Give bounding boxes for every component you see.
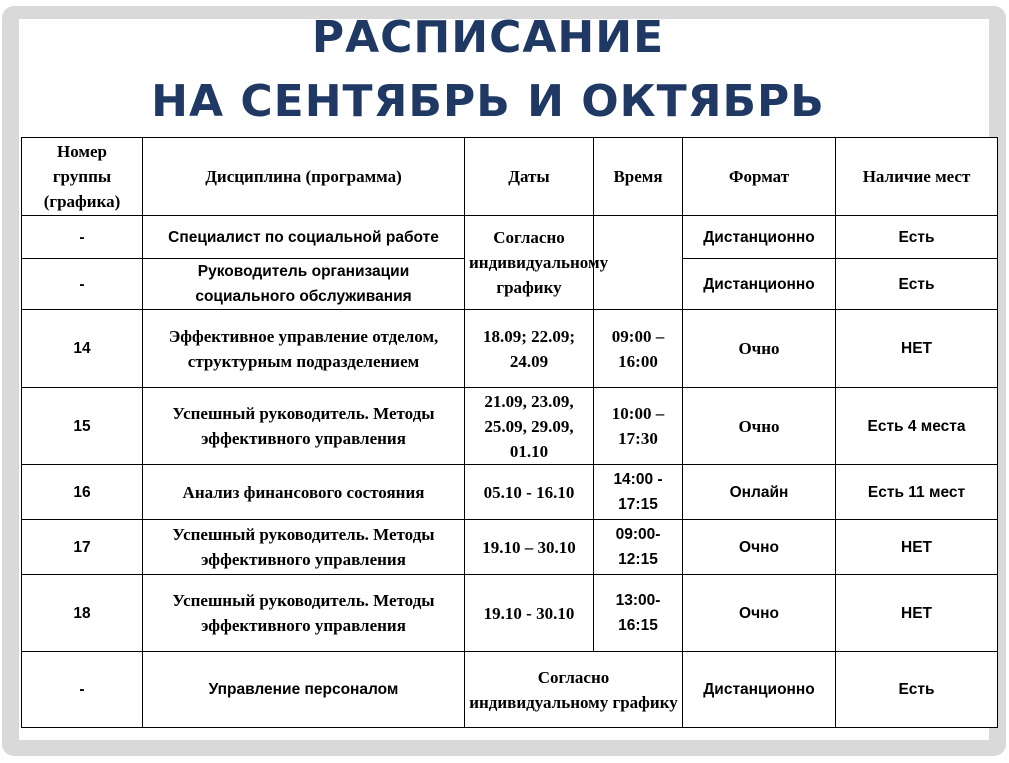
- cell-group: -: [22, 216, 143, 259]
- cell-group: 18: [22, 575, 143, 652]
- cell-time: 09:00- 12:15: [594, 520, 683, 575]
- cell-time: 10:00 – 17:30: [594, 388, 683, 465]
- table-row: [22, 575, 998, 652]
- cell-availability: НЕТ: [836, 310, 998, 388]
- cell-discipline: Руководитель организации социального обслуживания: [143, 259, 465, 310]
- cell-availability: Есть 11 мест: [836, 465, 998, 520]
- cell-format: Дистанционно: [683, 652, 836, 728]
- title-line-1: РАСПИСАНИЕ: [311, 12, 665, 63]
- cell-dates: 21.09, 23.09, 25.09, 29.09, 01.10: [465, 388, 594, 465]
- title-line-2: НА СЕНТЯБРЬ И ОКТЯБРЬ: [151, 76, 825, 127]
- cell-format: Дистанционно: [683, 259, 836, 310]
- cell-availability: Есть: [836, 259, 998, 310]
- cell-format: Дистанционно: [683, 216, 836, 259]
- header-dates: Даты: [465, 138, 594, 216]
- cell-availability: Есть: [836, 652, 998, 728]
- cell-group: -: [22, 259, 143, 310]
- cell-availability: НЕТ: [836, 575, 998, 652]
- cell-time: 09:00 – 16:00: [594, 310, 683, 388]
- cell-dates-merged: Согласно индивидуальному графику: [465, 652, 683, 728]
- cell-time: 14:00 - 17:15: [594, 465, 683, 520]
- cell-discipline: Управление персоналом: [143, 652, 465, 728]
- table-row: [22, 388, 998, 465]
- header-availability: Наличие мест: [836, 138, 998, 216]
- cell-format: Очно: [683, 575, 836, 652]
- cell-group: -: [22, 652, 143, 728]
- cell-group: 17: [22, 520, 143, 575]
- cell-discipline: Эффективное управление отделом, структурным подразделением: [143, 310, 465, 388]
- header-format: Формат: [683, 138, 836, 216]
- cell-group: 14: [22, 310, 143, 388]
- table-row: [22, 520, 998, 575]
- cell-availability: Есть: [836, 216, 998, 259]
- cell-group: 15: [22, 388, 143, 465]
- header-group: Номер группы (графика): [22, 138, 143, 216]
- cell-availability: НЕТ: [836, 520, 998, 575]
- cell-dates: 05.10 - 16.10: [465, 465, 594, 520]
- table-row: [22, 310, 998, 388]
- header-time: Время: [594, 138, 683, 216]
- cell-format: Онлайн: [683, 465, 836, 520]
- cell-format: Очно: [683, 310, 836, 388]
- cell-time: 13:00- 16:15: [594, 575, 683, 652]
- page-title: [0, 6, 976, 134]
- cell-availability: Есть 4 места: [836, 388, 998, 465]
- cell-discipline: Анализ финансового состояния: [143, 465, 465, 520]
- cell-format: Очно: [683, 388, 836, 465]
- header-discipline: Дисциплина (программа): [143, 138, 465, 216]
- cell-format: Очно: [683, 520, 836, 575]
- cell-discipline: Специалист по социальной работе: [143, 216, 465, 259]
- cell-dates: 19.10 – 30.10: [465, 520, 594, 575]
- cell-group: 16: [22, 465, 143, 520]
- schedule-table: [21, 137, 998, 728]
- table-row: [22, 652, 998, 728]
- cell-discipline: Успешный руководитель. Методы эффективного управления: [143, 520, 465, 575]
- cell-dates: 19.10 - 30.10: [465, 575, 594, 652]
- cell-discipline: Успешный руководитель. Методы эффективного управления: [143, 388, 465, 465]
- table-header-row: [22, 138, 998, 216]
- cell-discipline: Успешный руководитель. Методы эффективного управления: [143, 575, 465, 652]
- table-row: [22, 465, 998, 520]
- cell-dates-merged: Согласно индивидуальному графику: [465, 216, 594, 310]
- cell-dates: 18.09; 22.09; 24.09: [465, 310, 594, 388]
- table-row: [22, 216, 998, 259]
